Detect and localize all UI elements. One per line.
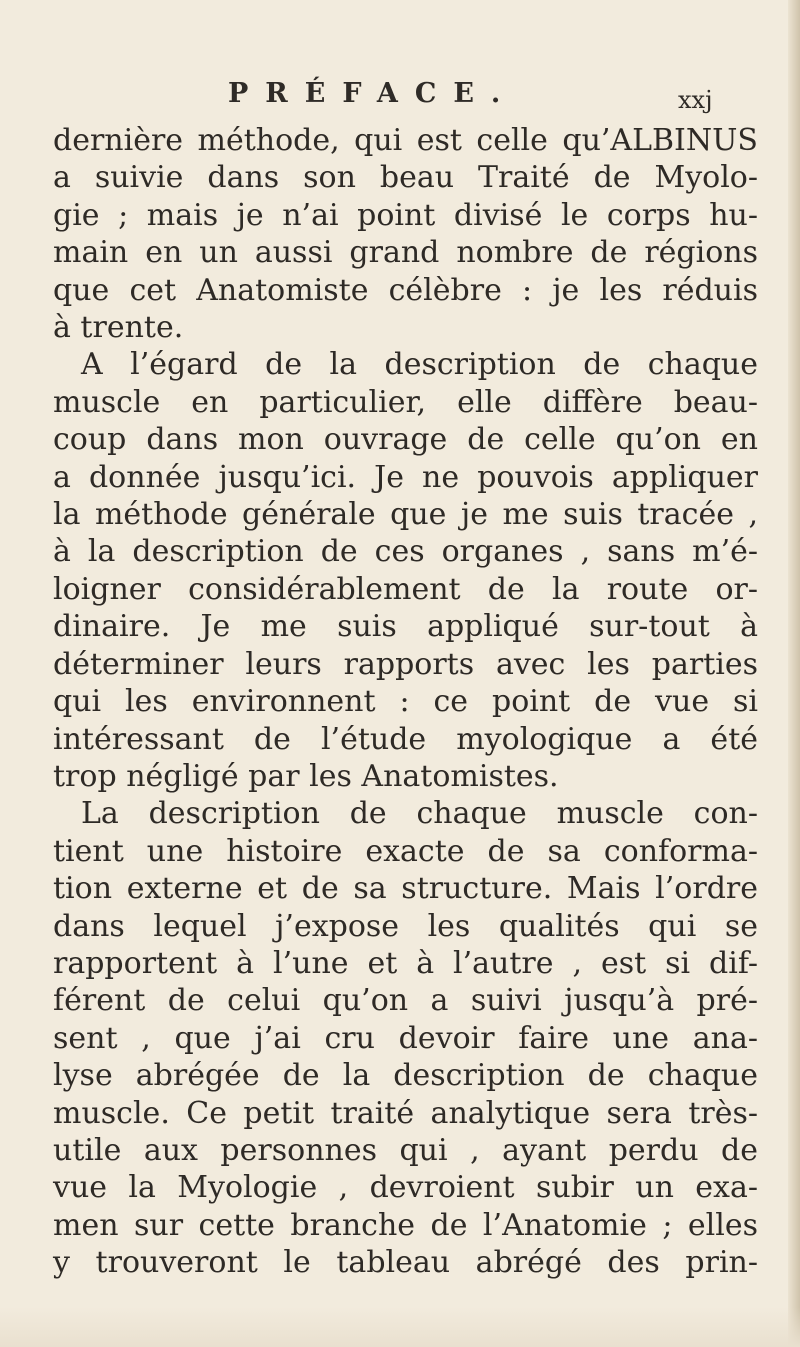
text-line: a donnée jusqu’ici. Je ne pouvois appliquer bbox=[53, 459, 758, 495]
text-line: y trouveront le tableau abrégé des prin- bbox=[53, 1245, 758, 1281]
text-line: a suivie dans son beau Traité de Myolo- bbox=[53, 160, 758, 196]
text-line: la méthode générale que je me suis tracée , bbox=[53, 497, 758, 533]
page-edge-shadow bbox=[788, 0, 800, 1347]
text-line: main en un aussi grand nombre de régions bbox=[53, 235, 758, 271]
text-line: que cet Anatomiste célèbre : je les réduis bbox=[53, 272, 758, 308]
text-line: La description de chaque muscle con- bbox=[81, 796, 758, 832]
text-line: men sur cette branche de l’Anatomie ; elles bbox=[53, 1207, 758, 1243]
text-line: vue la Myologie , devroient subir un exa- bbox=[53, 1170, 758, 1206]
running-title: PRÉFACE. bbox=[228, 78, 518, 109]
text-line: tion externe et de sa structure. Mais l’ordre bbox=[53, 871, 758, 907]
text-line: muscle. Ce petit traité analytique sera très- bbox=[53, 1095, 758, 1131]
text-line: A l’égard de la description de chaque bbox=[81, 347, 758, 383]
page-number: xxj bbox=[678, 86, 713, 114]
text-line: trop négligé par les Anatomistes. bbox=[53, 758, 559, 794]
text-line: dans lequel j’expose les qualités qui se bbox=[53, 908, 758, 944]
text-line: utile aux personnes qui , ayant perdu de bbox=[53, 1132, 758, 1168]
text-line: sent , que j’ai cru devoir faire une ana- bbox=[53, 1020, 758, 1056]
text-line: coup dans mon ouvrage de celle qu’on en bbox=[53, 422, 758, 458]
text-line: à la description de ces organes , sans m’é- bbox=[53, 534, 758, 570]
body-text bbox=[53, 122, 758, 1282]
text-line: déterminer leurs rapports avec les parties bbox=[53, 646, 758, 682]
text-line: rapportent à l’une et à l’autre , est si dif- bbox=[53, 945, 758, 981]
text-line: dernière méthode, qui est celle qu’ALBINUS bbox=[53, 123, 758, 158]
text-line: férent de celui qu’on a suivi jusqu’à pré- bbox=[53, 983, 758, 1019]
text-line: à trente. bbox=[53, 310, 184, 346]
text-line: tient une histoire exacte de sa conforma- bbox=[53, 833, 758, 869]
text-line: lyse abrégée de la description de chaque bbox=[53, 1058, 758, 1094]
text-line: qui les environnent : ce point de vue si bbox=[53, 684, 758, 720]
text-line: gie ; mais je n’ai point divisé le corps hu- bbox=[53, 197, 758, 233]
page-bottom-shade bbox=[0, 1307, 800, 1347]
text-line: muscle en particulier, elle diffère beau- bbox=[53, 384, 758, 420]
text-line: dinaire. Je me suis appliqué sur-tout à bbox=[53, 609, 758, 645]
text-line: intéressant de l’étude myologique a été bbox=[53, 721, 758, 757]
text-line: loigner considérablement de la route or- bbox=[53, 571, 758, 607]
